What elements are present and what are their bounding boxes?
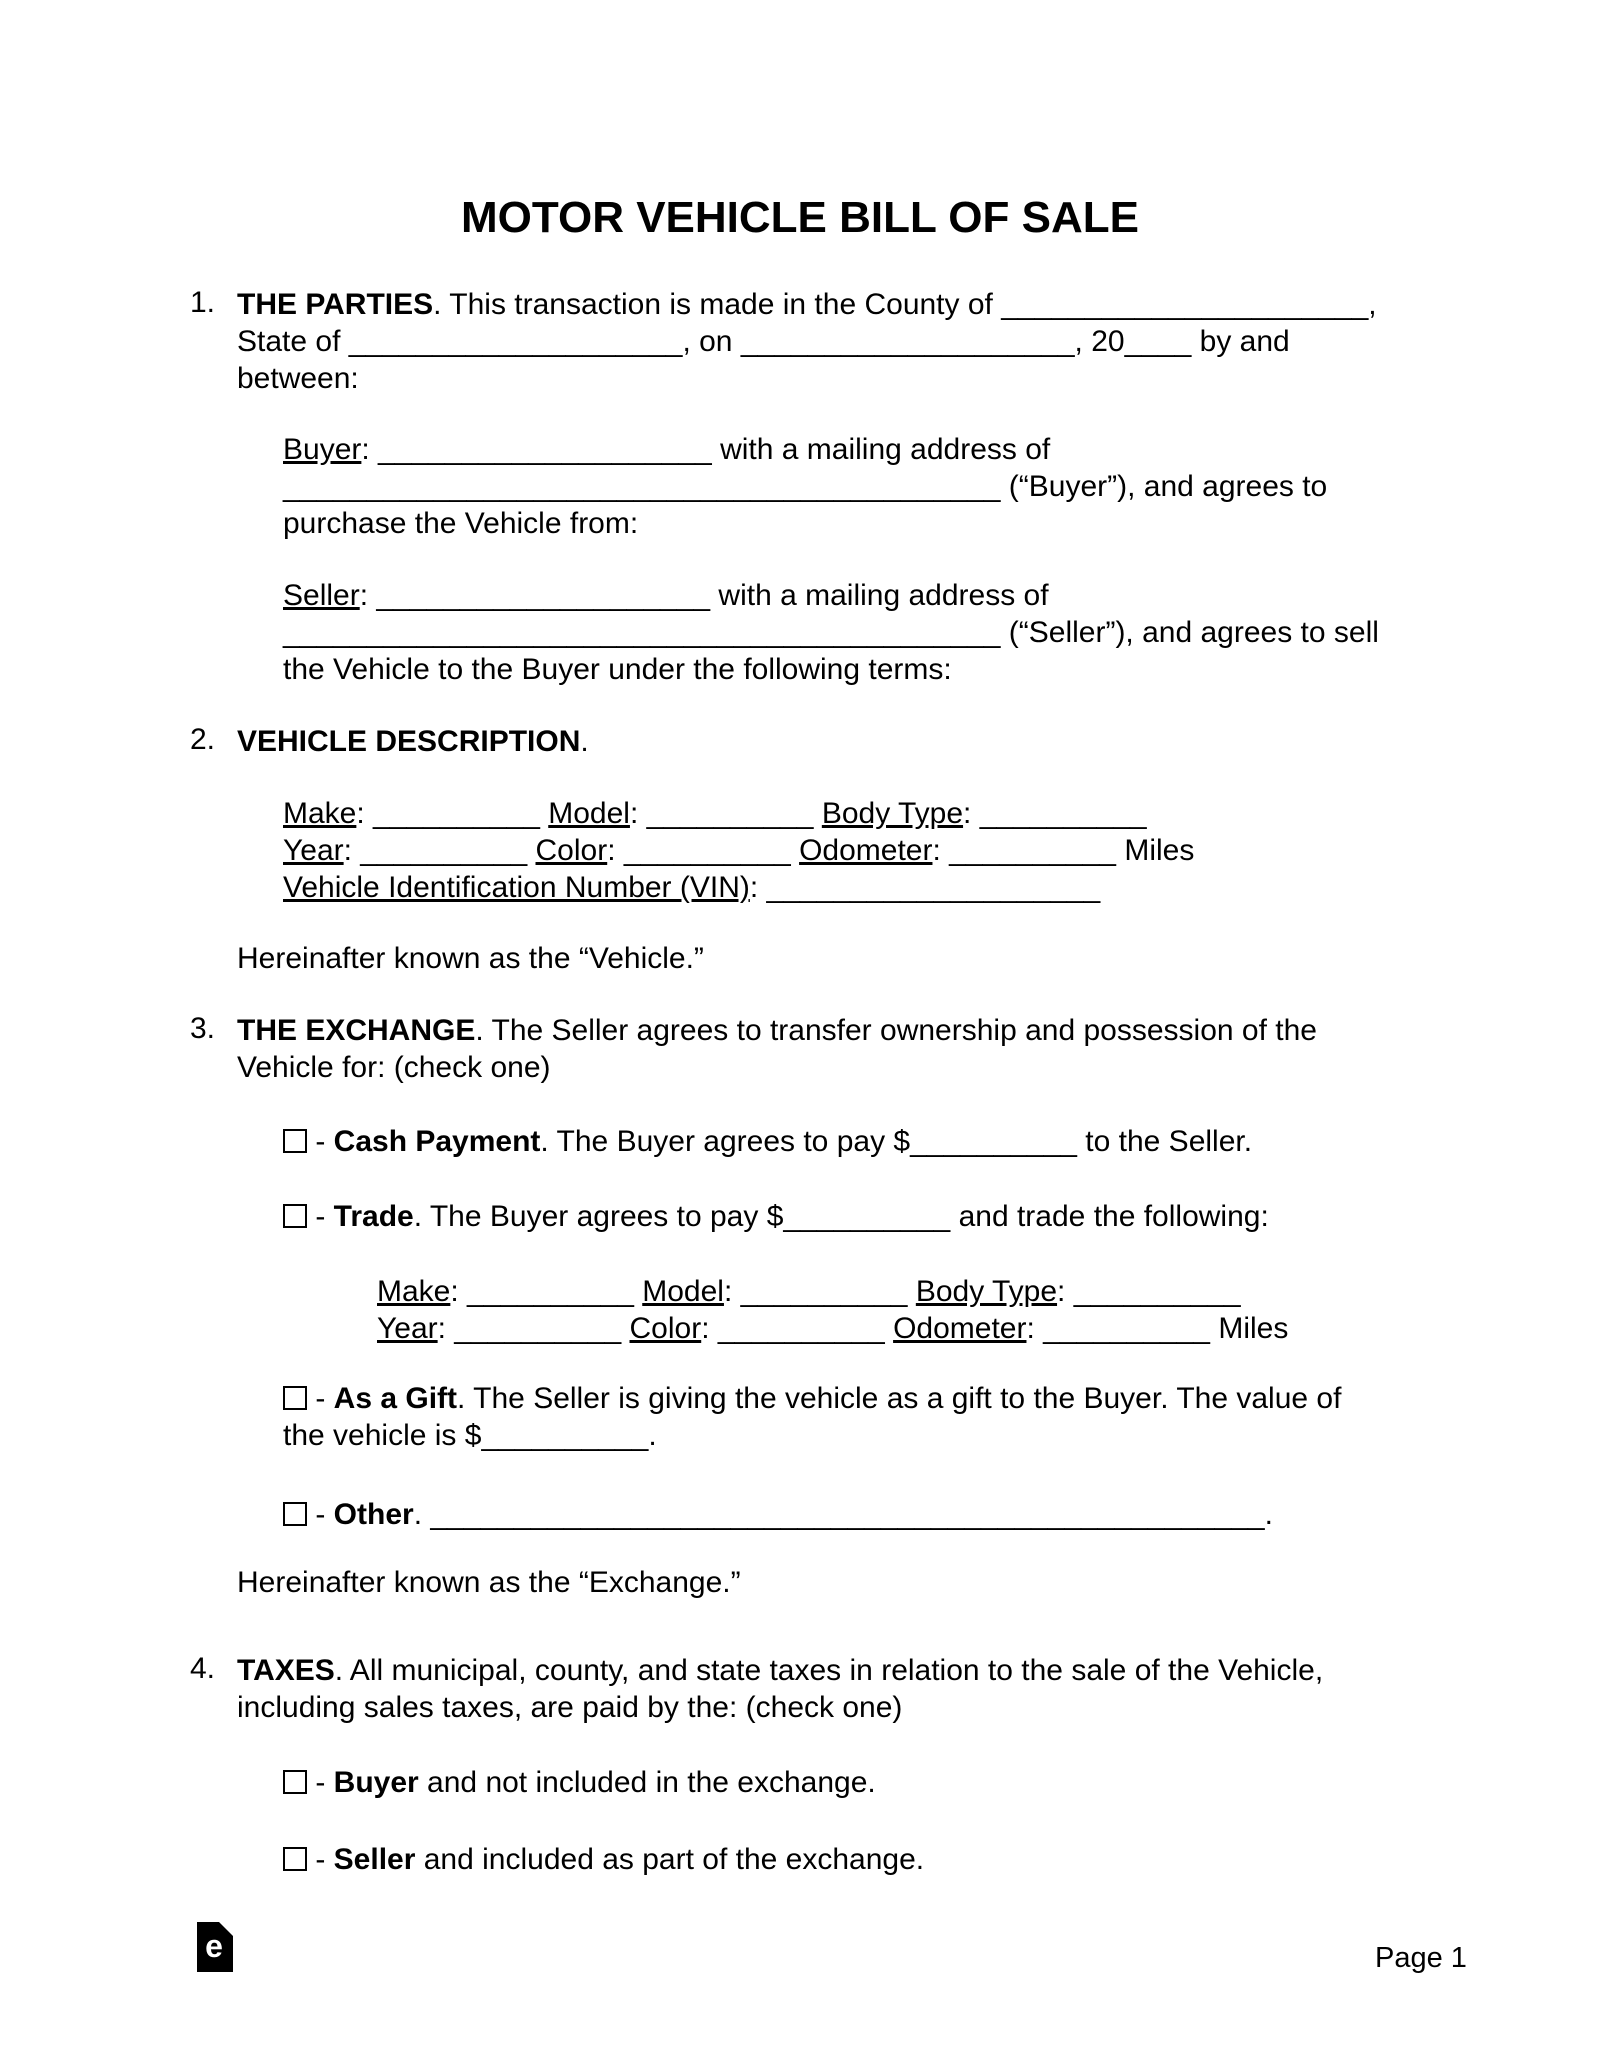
section-vehicle-description-number: 2. bbox=[190, 723, 216, 756]
blank-field: ______________________ bbox=[1001, 288, 1369, 321]
taxes-seller-option bbox=[283, 1841, 924, 1878]
blank-field: ____________________ bbox=[378, 433, 712, 466]
text-run: : bbox=[437, 1312, 455, 1345]
document-title: MOTOR VEHICLE BILL OF SALE bbox=[461, 193, 1139, 242]
blank-field: __________ bbox=[360, 834, 528, 867]
bold-text: TAXES bbox=[237, 1654, 335, 1687]
checkbox-icon[interactable] bbox=[283, 1386, 307, 1410]
text-run: Hereinafter known as the “Vehicle.” bbox=[237, 942, 704, 975]
blank-field: ____ bbox=[1124, 325, 1192, 358]
underlined-label: Vehicle Identification Number (VIN) bbox=[283, 871, 750, 904]
text-run bbox=[791, 834, 799, 867]
text-line bbox=[283, 1764, 876, 1801]
text-run: : bbox=[359, 579, 377, 612]
text-run: the vehicle is $ bbox=[283, 1419, 482, 1452]
section-taxes-number: 4. bbox=[190, 1652, 216, 1685]
text-line bbox=[237, 1012, 1317, 1049]
underlined-label: Seller bbox=[283, 579, 360, 612]
text-line bbox=[237, 1652, 1323, 1689]
underlined-label: Make bbox=[377, 1275, 451, 1308]
section-vehicle-description bbox=[190, 723, 589, 760]
bold-text: THE EXCHANGE bbox=[237, 1014, 476, 1047]
text-run: between: bbox=[237, 362, 359, 395]
eforms-logo-letter: e bbox=[205, 1928, 223, 1964]
gift-option bbox=[283, 1380, 1341, 1454]
text-run bbox=[907, 1275, 915, 1308]
text-line bbox=[283, 832, 1194, 869]
underlined-label: Odometer bbox=[893, 1312, 1027, 1345]
blank-field: __________ bbox=[717, 1312, 885, 1345]
bold-text: Other bbox=[333, 1498, 414, 1531]
blank-field: __________ bbox=[646, 797, 814, 830]
bold-text: Cash Payment bbox=[333, 1125, 541, 1158]
text-run: Miles bbox=[1116, 834, 1195, 867]
blank-field: ___________________________________________ bbox=[283, 616, 1001, 649]
taxes-buyer-option bbox=[283, 1764, 876, 1801]
text-line bbox=[283, 468, 1327, 505]
text-run: - bbox=[307, 1843, 334, 1876]
blank-field: __________ bbox=[949, 834, 1116, 867]
text-run: : bbox=[629, 797, 647, 830]
blank-field: __________________________________________________ bbox=[430, 1498, 1265, 1531]
bold-text: Seller bbox=[333, 1843, 416, 1876]
underlined-label: Model bbox=[642, 1275, 724, 1308]
text-line bbox=[237, 723, 589, 760]
text-run bbox=[813, 797, 821, 830]
text-run: - bbox=[307, 1382, 334, 1415]
text-line bbox=[237, 360, 1377, 397]
underlined-label: Make bbox=[283, 797, 357, 830]
text-run: - bbox=[307, 1498, 334, 1531]
section-parties-text bbox=[237, 286, 1377, 397]
blank-field: ___________________________________________ bbox=[283, 470, 1001, 503]
text-run: : bbox=[723, 1275, 741, 1308]
text-line bbox=[283, 505, 1327, 542]
text-run bbox=[634, 1275, 642, 1308]
text-run: and not included in the exchange. bbox=[418, 1766, 876, 1799]
trade-vehicle-fields bbox=[377, 1273, 1288, 1347]
section-exchange bbox=[190, 1012, 1317, 1086]
underlined-label: Year bbox=[283, 834, 344, 867]
text-line bbox=[237, 286, 1377, 323]
text-line bbox=[283, 1496, 1273, 1533]
bold-text: As a Gift bbox=[333, 1382, 458, 1415]
text-run: : bbox=[361, 433, 379, 466]
blank-field: __________ bbox=[623, 834, 791, 867]
text-run: the Vehicle to the Buyer under the following terms: bbox=[283, 653, 952, 686]
blank-field: __________ bbox=[910, 1125, 1077, 1158]
text-run bbox=[527, 834, 535, 867]
text-line bbox=[283, 651, 1379, 688]
blank-field: ____________________ bbox=[348, 325, 683, 358]
blank-field: __________ bbox=[467, 1275, 634, 1308]
vehicle-fields bbox=[283, 795, 1194, 906]
underlined-label: Year bbox=[377, 1312, 438, 1345]
text-run: : bbox=[1026, 1312, 1044, 1345]
text-run: - bbox=[307, 1200, 334, 1233]
underlined-label: Color bbox=[629, 1312, 702, 1345]
blank-field: ____________________ bbox=[740, 325, 1075, 358]
text-run: . All municipal, county, and state taxes in relation to the sale of the Vehicle, bbox=[334, 1654, 1324, 1687]
text-run: : bbox=[356, 797, 374, 830]
text-run: : bbox=[343, 834, 361, 867]
text-run: (“Buyer”), and agrees to bbox=[1000, 470, 1328, 503]
text-line bbox=[283, 577, 1379, 614]
text-line bbox=[283, 614, 1379, 651]
text-line bbox=[283, 795, 1194, 832]
text-run: to the Seller. bbox=[1076, 1125, 1253, 1158]
blank-field: __________ bbox=[783, 1200, 951, 1233]
section-taxes-text bbox=[237, 1652, 1323, 1726]
underlined-label: Color bbox=[535, 834, 608, 867]
text-run: purchase the Vehicle from: bbox=[283, 507, 639, 540]
buyer-paragraph bbox=[283, 431, 1327, 542]
text-run: . The Seller is giving the vehicle as a gift to the Buyer. The value of bbox=[457, 1382, 1342, 1415]
bold-text: VEHICLE DESCRIPTION bbox=[237, 725, 581, 758]
other-option bbox=[283, 1496, 1273, 1533]
text-line bbox=[283, 1417, 1341, 1454]
section-parties-number: 1. bbox=[190, 286, 216, 319]
text-run: . bbox=[648, 1419, 657, 1452]
text-run: . bbox=[580, 725, 589, 758]
blank-field: __________ bbox=[481, 1419, 649, 1452]
text-run: with a mailing address of bbox=[710, 579, 1049, 612]
text-line bbox=[237, 1049, 1317, 1086]
text-line bbox=[283, 1198, 1269, 1235]
text-run: : bbox=[607, 834, 624, 867]
text-run: . This transaction is made in the County of bbox=[433, 288, 1002, 321]
text-run: by and bbox=[1191, 325, 1290, 358]
blank-field: ____________________ bbox=[376, 579, 711, 612]
blank-field: ____________________ bbox=[766, 871, 1101, 904]
text-run: including sales taxes, are paid by the: (check one) bbox=[237, 1691, 903, 1724]
bold-text: Trade bbox=[333, 1200, 414, 1233]
text-run: - bbox=[307, 1125, 334, 1158]
text-run bbox=[540, 797, 548, 830]
section-taxes bbox=[190, 1652, 1323, 1726]
checkbox-icon[interactable] bbox=[283, 1502, 307, 1526]
checkbox-icon[interactable] bbox=[283, 1847, 307, 1871]
text-line bbox=[283, 431, 1327, 468]
text-line bbox=[377, 1273, 1288, 1310]
text-run: . The Seller agrees to transfer ownership and possession of the bbox=[475, 1014, 1317, 1047]
blank-field: __________ bbox=[1073, 1275, 1241, 1308]
text-run: . The Buyer agrees to pay $ bbox=[413, 1200, 784, 1233]
bold-text: THE PARTIES bbox=[237, 288, 434, 321]
text-run: Miles bbox=[1210, 1312, 1289, 1345]
text-line bbox=[283, 1380, 1341, 1417]
section-exchange-number: 3. bbox=[190, 1012, 216, 1045]
blank-field: __________ bbox=[979, 797, 1147, 830]
checkbox-icon[interactable] bbox=[283, 1129, 307, 1153]
text-line bbox=[283, 869, 1194, 906]
page-number: Page 1 bbox=[1375, 1942, 1467, 1974]
text-line bbox=[237, 940, 704, 977]
text-run: Hereinafter known as the “Exchange.” bbox=[237, 1566, 741, 1599]
text-run: . The Buyer agrees to pay $ bbox=[540, 1125, 911, 1158]
text-run: , bbox=[1368, 288, 1377, 321]
text-run: : bbox=[450, 1275, 468, 1308]
text-run: : bbox=[749, 871, 767, 904]
text-run bbox=[885, 1312, 893, 1345]
underlined-label: Buyer bbox=[283, 433, 362, 466]
section-parties bbox=[190, 286, 1377, 397]
blank-field: __________ bbox=[1043, 1312, 1210, 1345]
text-run: . bbox=[413, 1498, 431, 1531]
section-vehicle-description-text bbox=[237, 723, 589, 760]
text-run: (“Seller”), and agrees to sell bbox=[1000, 616, 1379, 649]
seller-paragraph bbox=[283, 577, 1379, 688]
text-run: and included as part of the exchange. bbox=[415, 1843, 925, 1876]
text-run: with a mailing address of bbox=[711, 433, 1051, 466]
blank-field: __________ bbox=[373, 797, 540, 830]
text-run: : bbox=[932, 834, 950, 867]
text-run: : bbox=[1057, 1275, 1074, 1308]
text-run: - bbox=[307, 1766, 334, 1799]
checkbox-icon[interactable] bbox=[283, 1770, 307, 1794]
vehicle-note bbox=[237, 940, 704, 977]
section-exchange-text bbox=[237, 1012, 1317, 1086]
blank-field: __________ bbox=[454, 1312, 622, 1345]
text-run: State of bbox=[237, 325, 349, 358]
bold-text: Buyer bbox=[333, 1766, 419, 1799]
text-line bbox=[237, 323, 1377, 360]
cash-payment-option bbox=[283, 1123, 1252, 1160]
text-run: : bbox=[963, 797, 980, 830]
text-run: . bbox=[1264, 1498, 1273, 1531]
underlined-label: Body Type bbox=[821, 797, 964, 830]
text-run: Vehicle for: (check one) bbox=[237, 1051, 551, 1084]
underlined-label: Odometer bbox=[799, 834, 933, 867]
checkbox-icon[interactable] bbox=[283, 1204, 307, 1228]
text-line bbox=[283, 1841, 924, 1878]
underlined-label: Model bbox=[548, 797, 630, 830]
text-run: , on bbox=[682, 325, 741, 358]
eforms-logo bbox=[197, 1922, 233, 1972]
text-line bbox=[283, 1123, 1252, 1160]
text-run bbox=[621, 1312, 629, 1345]
underlined-label: Body Type bbox=[915, 1275, 1058, 1308]
trade-option bbox=[283, 1198, 1269, 1235]
text-line bbox=[377, 1310, 1288, 1347]
text-line bbox=[237, 1689, 1323, 1726]
text-run: : bbox=[701, 1312, 718, 1345]
exchange-note bbox=[237, 1564, 741, 1601]
text-run: and trade the following: bbox=[950, 1200, 1269, 1233]
text-run: , 20 bbox=[1074, 325, 1125, 358]
text-line bbox=[237, 1564, 741, 1601]
blank-field: __________ bbox=[740, 1275, 908, 1308]
